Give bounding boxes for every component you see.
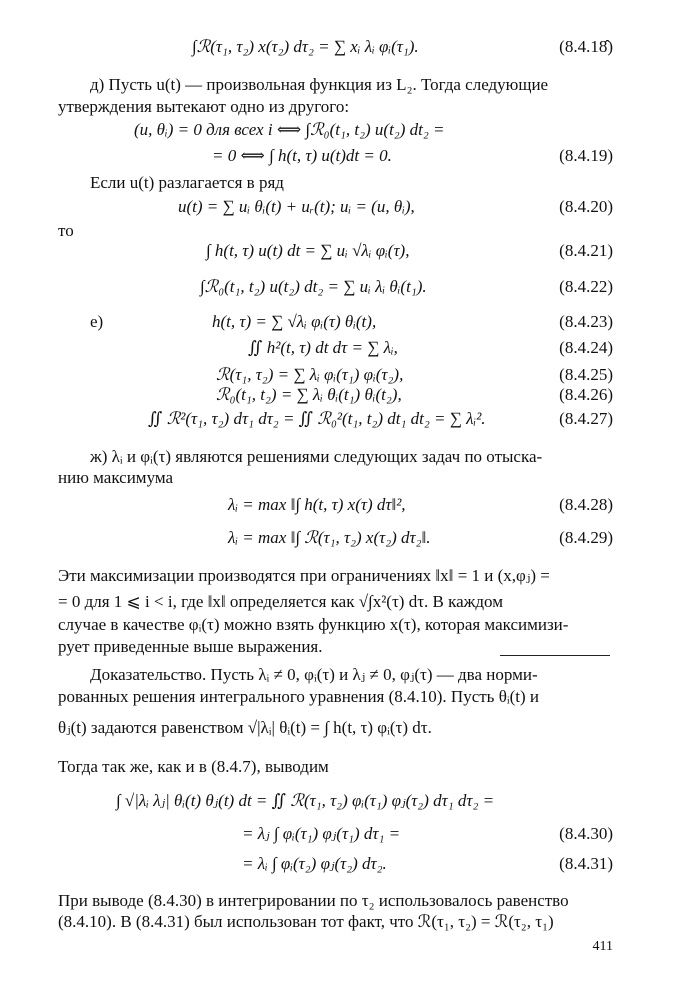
equation-number: (8.4.30) [559, 824, 613, 843]
equation-number: (8.4.27) [559, 409, 613, 428]
text-line: (8.4.10). В (8.4.31) был использован тот факт, что ℛ(τ₁, τ₂) = ℛ(τ₂, τ₁) [58, 912, 554, 931]
equation-number: (8.4.19) [559, 146, 613, 165]
equation-number: (8.4.23) [559, 312, 613, 331]
equation-number: (8.4.21) [559, 241, 613, 260]
equation: ℛ₀(t₁, t₂) = ∑ λᵢ θᵢ(t₁) θᵢ(t₂), [216, 385, 402, 404]
equation: λᵢ = max ‖∫ h(t, τ) x(τ) dτ‖², [228, 495, 406, 514]
text-line: ж) λᵢ и φᵢ(τ) являются решениями следующих задач по отыска- [90, 447, 543, 466]
equation: (u, θᵢ) = 0 для всех i ⟺ ∫ℛ₀(t₁, t₂) u(t₂) dt₂ = [134, 120, 445, 139]
equation: u(t) = ∑ uᵢ θᵢ(t) + uᵣ(t); uᵢ = (u, θᵢ), [178, 197, 415, 216]
equation-number: (8.4.28) [559, 495, 613, 514]
text-line: При выводе (8.4.30) в интегрировании по τ₂ использовалось равенство [58, 891, 569, 910]
equation: = λⱼ ∫ φᵢ(τ₁) φⱼ(τ₁) dτ₁ = [242, 824, 401, 843]
equation: ∫ℛ₀(t₁, t₂) u(t₂) dt₂ = ∑ uᵢ λᵢ θᵢ(t₁). [200, 277, 427, 296]
text-line: Если u(t) разлагается в ряд [90, 173, 284, 192]
equation-number: (8.4.25) [559, 365, 613, 384]
text-line: рует приведенные выше выражения. [58, 637, 323, 656]
equation: ∬ h²(t, τ) dt dτ = ∑ λᵢ, [248, 338, 398, 357]
equation: ∫ h(t, τ) u(t) dt = ∑ uᵢ √λᵢ φᵢ(τ), [206, 241, 410, 260]
equation: ℛ(τ₁, τ₂) = ∑ λᵢ φᵢ(τ₁) φᵢ(τ₂), [216, 365, 404, 384]
equation: ∫ℛ(τ₁, τ₂) x(τ₂) dτ₂ = ∑ xᵢ λᵢ φᵢ(τ₁). [192, 37, 419, 56]
equation: = λᵢ ∫ φᵢ(τ₂) φⱼ(τ₂) dτ₂. [242, 854, 387, 873]
text-line: = 0 для 1 ⩽ i < i, где ‖x‖ определяется как √∫x²(τ) dτ. В каждом [58, 592, 503, 611]
equation-number: (8.4.18̂) [559, 37, 613, 56]
equation-number: (8.4.26) [559, 385, 613, 404]
equation: ∫ √|λᵢ λⱼ| θᵢ(t) θⱼ(t) dt = ∬ ℛ(τ₁, τ₂) φᵢ(τ₁) φⱼ(τ₂) dτ₁ dτ₂ = [116, 791, 495, 810]
text-line: д) Пусть u(t) — произвольная функция из L₂. Тогда следующие [90, 75, 549, 94]
item-label: е) [90, 312, 104, 331]
equation: = 0 ⟺ ∫ h(t, τ) u(t)dt = 0. [212, 146, 392, 165]
equation: h(t, τ) = ∑ √λᵢ φᵢ(τ) θᵢ(t), [212, 312, 377, 331]
text-line: нию максимума [58, 468, 174, 487]
separator-rule [500, 655, 610, 656]
equation-number: (8.4.29) [559, 528, 613, 547]
text-line: Тогда так же, как и в (8.4.7), выводим [58, 757, 329, 776]
equation-number: (8.4.31) [559, 854, 613, 873]
text-line: θⱼ(t) задаются равенством √|λᵢ| θᵢ(t) = ∫ h(t, τ) φᵢ(τ) dτ. [58, 718, 432, 737]
equation: λᵢ = max ‖∫ ℛ(τ₁, τ₂) x(τ₂) dτ₂‖. [228, 528, 431, 547]
text-line: Доказательство. Пусть λᵢ ≠ 0, φᵢ(τ) и λⱼ ≠ 0, φⱼ(τ) — два норми- [90, 665, 538, 684]
equation-number: (8.4.20) [559, 197, 613, 216]
equation: ∬ ℛ²(τ₁, τ₂) dτ₁ dτ₂ = ∬ ℛ₀²(t₁, t₂) dt₁ dt₂ = ∑ λᵢ². [148, 409, 486, 428]
text-line: случае в качестве φᵢ(τ) можно взять функцию x(τ), которая максимизи- [58, 615, 569, 634]
page-number: 411 [592, 939, 613, 954]
text-line: утверждения вытекают одно из другого: [58, 97, 350, 116]
text-line: Эти максимизации производятся при ограничениях ‖x‖ = 1 и (x,φⱼ) = [58, 566, 550, 585]
text-line: то [58, 221, 74, 240]
equation-number: (8.4.22) [559, 277, 613, 296]
equation-number: (8.4.24) [559, 338, 613, 357]
text-line: рованных решения интегрального уравнения (8.4.10). Пусть θᵢ(t) и [58, 687, 540, 706]
